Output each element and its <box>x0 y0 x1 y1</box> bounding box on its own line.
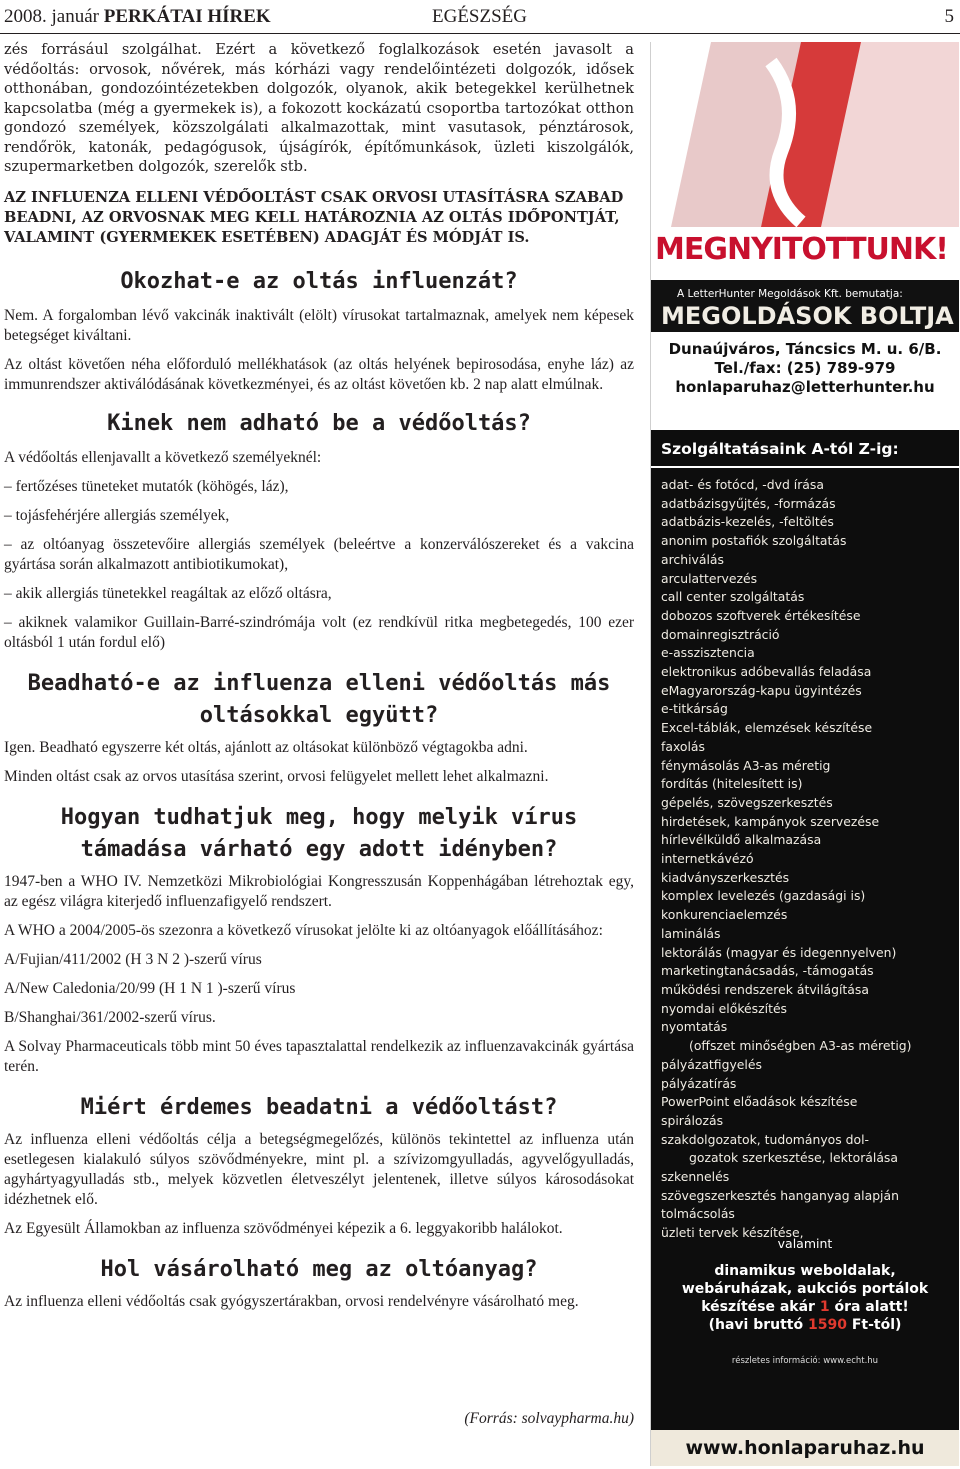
service-item: pályázatfigyelés <box>661 1056 762 1072</box>
service-item: archiválás <box>661 551 724 567</box>
grand-opening-banner: MEGNYITOTTUNK! <box>655 232 948 267</box>
service-item: szakdolgozatok, tudományos dol- <box>661 1131 869 1147</box>
shop-phone: Tel./fax: (25) 789-979 <box>714 359 896 377</box>
virus-strain: B/Shanghai/361/2002-szerű vírus. <box>4 1008 216 1026</box>
website-url: www.honlaparuhaz.hu <box>651 1430 959 1466</box>
service-item: Excel-táblák, elemzések készítése <box>661 720 873 736</box>
paragraph: 1947-ben a WHO IV. Nemzetközi Mikrobiológiai Kongresszusán Koppenhágában létrehoztak egy, az egész világra kiterjedő influenzafigyelő rendszert. <box>4 872 634 910</box>
small-print: részletes információ: www.echt.hu <box>731 1356 879 1366</box>
service-item: e-asszisztencia <box>661 645 755 661</box>
services-divider <box>651 466 959 468</box>
valamint-text: valamint <box>777 1236 833 1251</box>
source-credit: (Forrás: solvaypharma.hu) <box>464 1410 634 1427</box>
service-item: hirdetések, kampányok szervezése <box>661 813 880 829</box>
service-item: eMagyarország-kapu ügyintézés <box>661 682 862 698</box>
service-item: spirálozás <box>661 1112 724 1128</box>
ad-graphic <box>651 42 959 227</box>
service-item: domainregisztráció <box>661 626 780 642</box>
service-item: call center szolgáltatás <box>661 589 805 605</box>
services-block <box>651 430 959 1466</box>
page-number: 5 <box>944 6 954 27</box>
service-item: konkurenciaelemzés <box>661 907 788 923</box>
caps-warning-paragraph: AZ INFLUENZA ELLENI VÉDŐOLTÁST CSAK ORVOSI UTASÍTÁSRA SZABAD BEADNI, AZ ORVOSNAK MEG KELL HATÁROZNIA AZ OLTÁS IDŐPONTJÁT, VALAMINT (GYERMEKEK ESETÉBEN) ADAGJÁT ÉS MÓDJÁT IS. <box>4 188 624 246</box>
service-item: dobozos szoftverek értékesítése <box>661 607 861 623</box>
services-heading: Szolgáltatásaink A-tól Z-ig: <box>661 440 899 458</box>
section-heading-virus-prediction: Hogyan tudhatjuk meg, hogy melyik vírus támadása várható egy adott idényben? <box>60 804 578 862</box>
header-left <box>4 6 271 28</box>
list-item: – akiknek valamikor Guillain-Barré-szindrómája volt (ez rendkívül ritka megbetegedés, 100 ezer oltásból 1 után fordul elő) <box>4 613 634 651</box>
section-heading-combined-vaccines: Beadható-e az influenza elleni védőoltás más oltásokkal együtt? <box>27 670 611 728</box>
service-item: kiadványszerkesztés <box>661 869 790 885</box>
paragraph: A Solvay Pharmaceuticals több mint 50 éves tapasztalattal rendelkezik az influenzavakcinák gyártása terén. <box>4 1037 634 1075</box>
header-rule <box>0 33 960 34</box>
service-item: nyomdai előkészítés <box>661 1000 788 1016</box>
virus-strain: A/New Caledonia/20/99 (H 1 N 1 )-szerű vírus <box>4 979 296 997</box>
service-item: pályázatírás <box>661 1075 737 1091</box>
shop-email: honlaparuhaz@letterhunter.hu <box>675 378 935 396</box>
paragraph: Az influenza elleni védőoltás célja a betegségmegelőzés, különös tekintettel az influenza után esetlegesen kialakuló súlyos szövődményekre, mint pl. a szívizomgyulladás, agyvelőgyulladás, agyhártyagyulladás stb., melyek közvetlen életveszélyt jelentenek, illetve súlyos károsodásokat idézhetnek elő. <box>4 1130 634 1208</box>
paragraph: Az oltást követően néha előforduló mellékhatások (az oltás helyének bepirosodása, enyhe láz) az immunrendszer aktiválódásának következményei, és az oltást követően kb. 2 nap alatt elmúlnak. <box>4 355 634 393</box>
list-item: – az oltóanyag összetevőire allergiás személyek (beleértve a konzerválószereket és a vakcina gyártása során alkalmazott antibiotikumokat), <box>4 535 634 573</box>
page-header <box>0 0 960 34</box>
list-item: – akik allergiás tünetekkel reagáltak az előző oltásra, <box>4 584 332 602</box>
service-item: arculattervezés <box>661 570 758 586</box>
service-item: működési rendszerek átvilágítása <box>661 981 869 997</box>
paragraph: A védőoltás ellenjavallt a következő személyeknél: <box>4 448 322 466</box>
service-item: üzleti tervek készítése, <box>661 1225 804 1241</box>
service-item: internetkávézó <box>661 851 754 867</box>
shop-name: MEGOLDÁSOK BOLTJA <box>661 302 954 330</box>
services-list <box>651 476 959 1243</box>
service-item: komplex levelezés (gazdasági is) <box>661 888 866 904</box>
service-item: anonim postafiók szolgáltatás <box>661 533 847 549</box>
virus-strain: A/Fujian/411/2002 (H 3 N 2 )-szerű vírus <box>4 950 262 968</box>
logo-swash-graphic <box>651 42 959 227</box>
service-item: fordítás (hitelesített is) <box>661 776 803 792</box>
service-item: adatbázisgyűjtés, -formázás <box>661 495 836 511</box>
list-item: – tojásfehérjére allergiás személyek, <box>4 506 230 524</box>
service-item: (offszet minőségben A3-as méretig) <box>689 1038 912 1054</box>
service-item: adat- és fotócd, -dvd írása <box>661 477 824 492</box>
header-section: EGÉSZSÉG <box>432 6 527 27</box>
service-item: adatbázis-kezelés, -feltöltés <box>661 514 834 530</box>
service-item: gépelés, szövegszerkesztés <box>661 794 833 810</box>
service-item: faxolás <box>661 738 705 754</box>
section-heading-where-to-buy: Hol vásárolható meg az oltóanyag? <box>100 1256 538 1282</box>
list-item: – fertőzéses tüneteket mutatók (köhögés, láz), <box>4 477 289 495</box>
service-item: lektorálás (magyar és idegennyelven) <box>661 944 897 960</box>
service-item: gozatok szerkesztése, lektorálása <box>689 1150 898 1166</box>
intro-paragraph: zés forrásául szolgálhat. Ezért a következő foglalkozások esetén javasolt a védőoltás: orvosok, nővérek, más kórházi vagy rendelőintézeti dolgozók, idősek otthonában, gondozóintézetekben dolgozók, olyanok, akik betegekkel kerülhetnek kapcsolatba (még a gyermekek is), a fokozott kockázatú csoportba tartozókat otthon gondozó személyek, közszolgálati alkalmazottak, mint vasutasok, pénztárosok, rendőrök, katonák, pedagógusok, újságírók, építőmunkások, üzleti kiszolgálók, szupermarketben dolgozók, szerelők stb. <box>4 41 634 175</box>
section-heading-why-vaccinate: Miért érdemes beadatni a védőoltást? <box>80 1094 558 1120</box>
contact-block <box>651 332 959 430</box>
paragraph: Igen. Beadható egyszerre két oltás, ajánlott az oltásokat különböző végtagokba adni. <box>4 738 528 756</box>
service-item: tolmácsolás <box>661 1206 735 1222</box>
service-item: nyomtatás <box>661 1019 728 1035</box>
paragraph: A WHO a 2004/2005-ös szezonra a következő vírusokat jelölte ki az oltóanyagok előállításához: <box>4 921 603 939</box>
service-item: fénymásolás A3-as méretig <box>661 757 831 773</box>
paragraph: Nem. A forgalomban lévő vakcinák inaktivált (elölt) vírusokat tartalmaznak, amelyek nem képesek betegséget kiváltani. <box>4 306 634 344</box>
paragraph: Az Egyesült Államokban az influenza szövődményei képezik a 6. leggyakoribb halálokot. <box>4 1219 563 1237</box>
service-item: szövegszerkesztés hanganyag alapján <box>661 1187 899 1203</box>
header-date: 2008. január <box>4 6 99 27</box>
paragraph: Az influenza elleni védőoltás csak gyógyszertárakban, orvosi rendelvényre vásárolható meg. <box>4 1292 579 1310</box>
service-item: laminálás <box>661 925 721 941</box>
shop-address: Dunaújváros, Táncsics M. u. 6/B. <box>668 340 942 358</box>
web-promo: dinamikus weboldalak, webáruházak, aukciós portálok készítése akár 1 óra alatt! (havi bruttó 1590 Ft-tól) <box>681 1263 929 1333</box>
service-item: e-titkárság <box>661 701 728 717</box>
section-heading-vaccine-causes-flu: Okozhat-e az oltás influenzát? <box>120 268 518 294</box>
shop-intro-text: A LetterHunter Megoldások Kft. bemutatja: <box>677 288 903 300</box>
service-item: szkennelés <box>661 1169 730 1185</box>
paragraph: Minden oltást csak az orvos utasítása szerint, orvosi felügyelet mellett lehet alkalmazni. <box>4 767 549 785</box>
header-publication: PERKÁTAI HÍREK <box>103 6 271 27</box>
section-heading-contraindications: Kinek nem adható be a védőoltás? <box>107 410 531 436</box>
service-item: PowerPoint előadások készítése <box>661 1094 858 1110</box>
article-column <box>4 40 634 1321</box>
service-item: hírlevélküldő alkalmazása <box>661 832 822 848</box>
service-item: elektronikus adóbevallás feladása <box>661 664 872 680</box>
advertisement <box>650 42 959 1466</box>
service-item: marketingtanácsadás, -támogatás <box>661 963 874 979</box>
